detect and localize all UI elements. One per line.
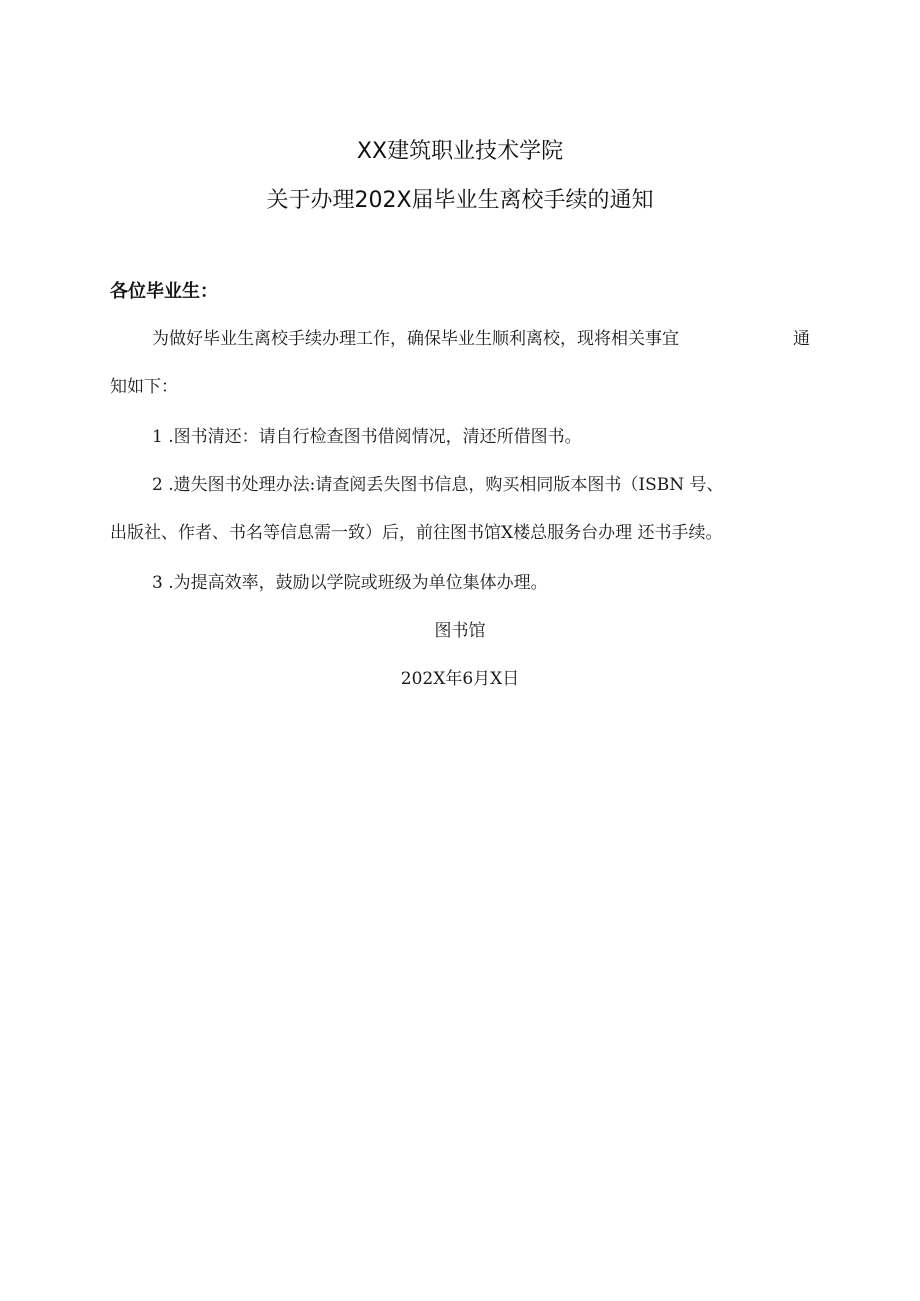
institution-title: XX建筑职业技术学院 [356,139,564,164]
notice-title: 关于办理202X届毕业生离校手续的通知 [266,188,654,213]
intro-text-continued: 知如下： [110,377,178,397]
item-3: 3 .为提高效率，鼓励以学院或班级为单位集体办理。 [152,573,548,593]
item-2: 2 .遗失图书处理办法:请查阅丢失图书信息，购买相同版本图书（ISBN 号、 [152,475,724,495]
item-1: 1 .图书清还：请自行检查图书借阅情况，清还所借图书。 [152,427,582,447]
issue-date: 202X年6月X日 [400,669,520,689]
salutation: 各位毕业生： [110,281,218,302]
intro-text-end: 通 [793,329,810,349]
intro-text: 为做好毕业生离校手续办理工作，确保毕业生顺利离校，现将相关事宜 [152,329,679,349]
signature: 图书馆 [434,621,486,641]
item-2-continued: 出版社、作者、书名等信息需一致）后，前往图书馆X楼总服务台办理 还书手续。 [110,523,723,543]
